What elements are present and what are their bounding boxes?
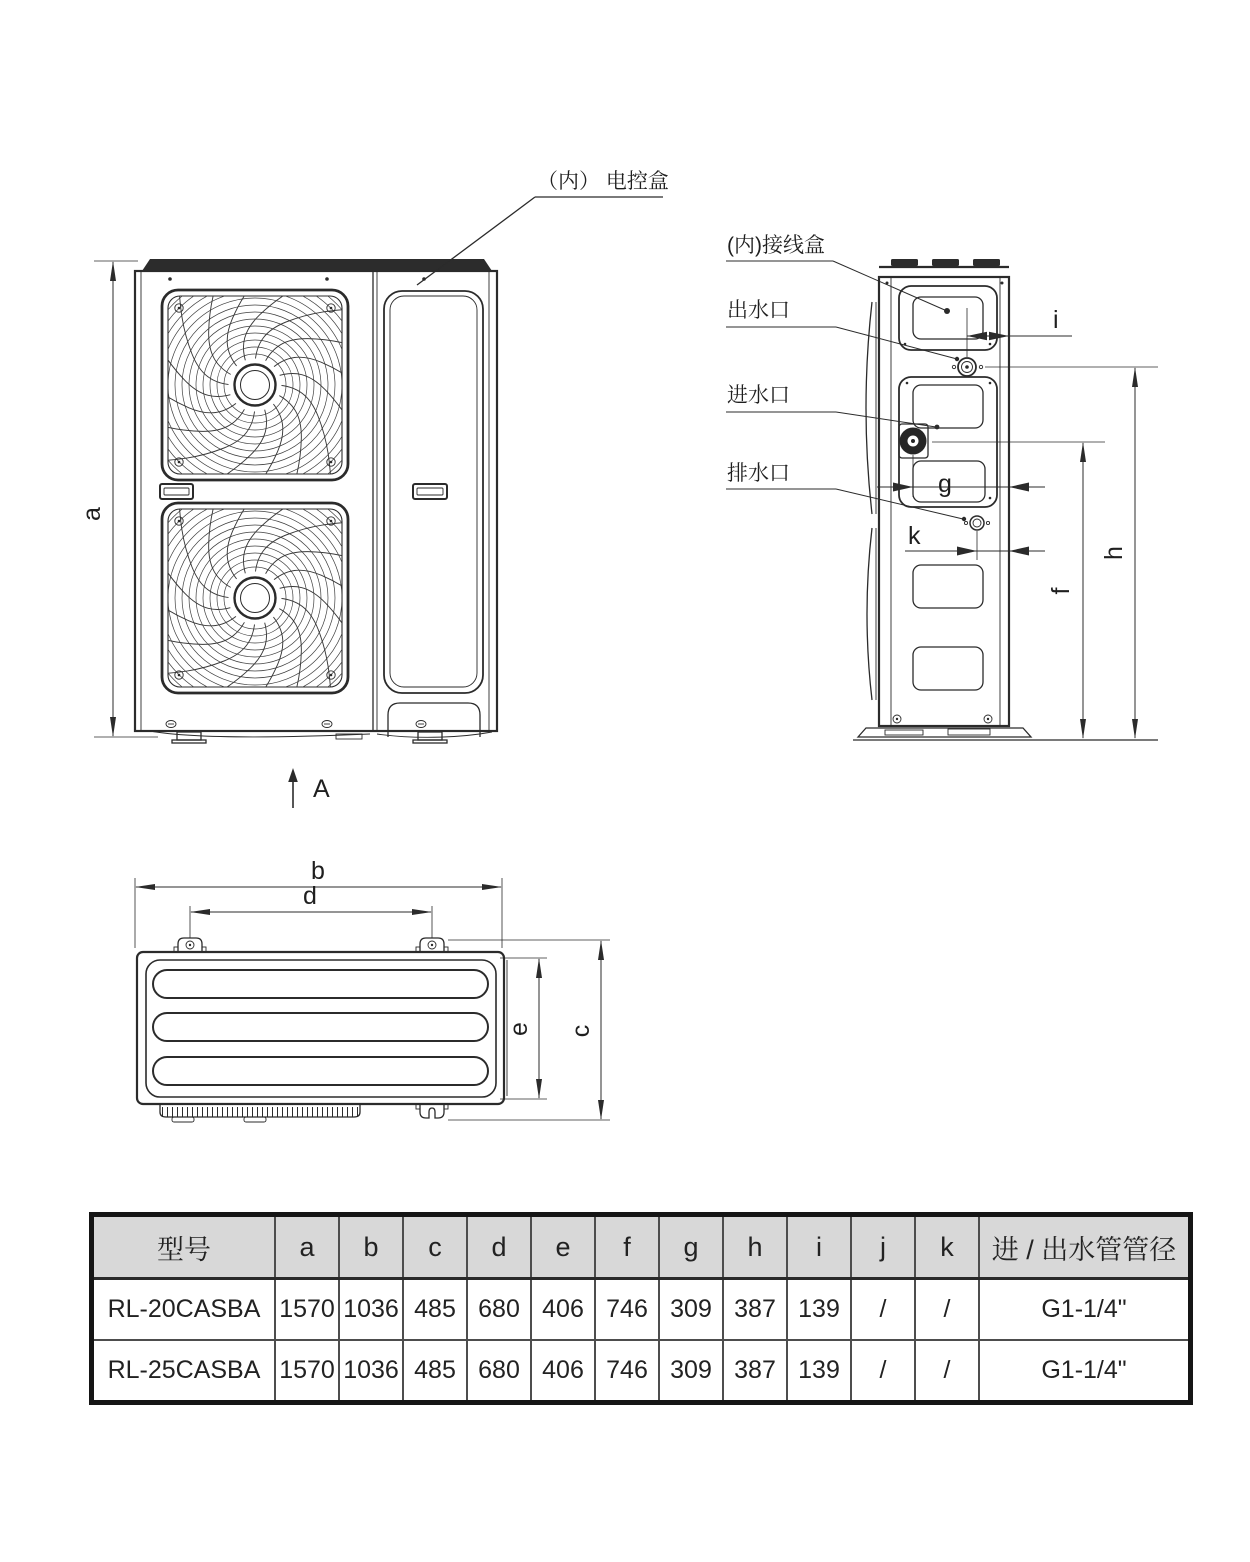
mounting-bracket (416, 938, 448, 952)
top-slot (153, 1013, 488, 1041)
cell-value: 746 (595, 1279, 659, 1341)
cell-value: 680 (467, 1279, 531, 1341)
col-header-e: e (531, 1215, 595, 1279)
badge-right (413, 484, 447, 499)
top-slot (153, 1057, 488, 1085)
dim-h-label: h (1100, 546, 1128, 560)
dim-h (985, 367, 1158, 738)
cell-value: 387 (723, 1340, 787, 1403)
col-header-h: h (723, 1215, 787, 1279)
cell-value: 1570 (275, 1340, 339, 1403)
drain-fitting (964, 516, 989, 530)
dim-k (905, 522, 1045, 560)
callout-control-box-label: （内） 电控盒 (537, 170, 669, 193)
svg-text:出水口: 出水口 (727, 299, 790, 322)
base-plate (858, 728, 1031, 737)
dim-a (78, 261, 158, 737)
water-inlet-fitting (899, 424, 928, 458)
table-row (92, 1279, 1191, 1341)
front-view (78, 170, 669, 808)
label-water-inlet (726, 384, 939, 429)
cell-pipe: G1-1/4" (979, 1279, 1191, 1341)
cell-value: 746 (595, 1340, 659, 1403)
mounting-bracket (174, 938, 206, 952)
cell-value: / (915, 1279, 979, 1341)
col-header-b: b (339, 1215, 403, 1279)
top-view (135, 857, 610, 1122)
col-header-a: a (275, 1215, 339, 1279)
cell-value: 139 (787, 1279, 851, 1341)
coil-fin-pack (866, 302, 876, 700)
cell-value: 1036 (339, 1340, 403, 1403)
col-header-i: i (787, 1215, 851, 1279)
col-header-k: k (915, 1215, 979, 1279)
badge-left (160, 484, 193, 499)
dim-k-label: k (908, 522, 921, 550)
cell-pipe: G1-1/4" (979, 1340, 1191, 1403)
spec-table (89, 1212, 1193, 1405)
cell-value: 1036 (339, 1279, 403, 1341)
water-outlet-fitting (952, 308, 982, 376)
svg-text:进水口: 进水口 (727, 384, 790, 407)
col-header-f: f (595, 1215, 659, 1279)
cell-value: 485 (403, 1340, 467, 1403)
cell-value: / (915, 1340, 979, 1403)
junction-box-panel (913, 297, 983, 339)
cell-value: 309 (659, 1340, 723, 1403)
col-header-d: d (467, 1215, 531, 1279)
cell-value: 139 (787, 1340, 851, 1403)
dim-d (190, 882, 432, 938)
cell-model: RL-20CASBA (92, 1279, 276, 1341)
fin-comb (160, 1104, 360, 1122)
top-slot (153, 970, 488, 998)
top-cap (142, 259, 492, 271)
foot (418, 732, 442, 740)
cell-value: 1570 (275, 1279, 339, 1341)
label-drain-outlet (726, 462, 966, 521)
col-header-g: g (659, 1215, 723, 1279)
svg-text:排水口: 排水口 (727, 462, 790, 485)
cell-value: / (851, 1279, 915, 1341)
view-arrow-label: A (313, 775, 330, 803)
cell-value: 406 (531, 1279, 595, 1341)
dim-a-label: a (78, 507, 106, 521)
col-header-j: j (851, 1215, 915, 1279)
dim-i-label: i (1053, 306, 1059, 334)
cell-value: 387 (723, 1279, 787, 1341)
dim-b-label: b (311, 857, 325, 885)
col-header-c: c (403, 1215, 467, 1279)
cell-value: / (851, 1340, 915, 1403)
cell-value: 485 (403, 1279, 467, 1341)
side-view (726, 234, 1158, 740)
dim-d-label: d (303, 882, 317, 910)
dim-g-label: g (938, 470, 952, 498)
spec-table-header (92, 1215, 1191, 1279)
cell-value: 406 (531, 1340, 595, 1403)
dim-f-label: f (1047, 587, 1075, 595)
mounting-bracket-bottom (416, 1104, 448, 1118)
svg-text:(内)接线盒: (内)接线盒 (727, 234, 825, 257)
label-water-outlet (726, 299, 959, 361)
col-header-model: 型号 (92, 1215, 276, 1279)
cabinet-outline (135, 271, 497, 731)
view-direction-arrow (288, 768, 330, 808)
fan-grille-bottom (119, 462, 391, 734)
dim-e-label: e (505, 1022, 533, 1036)
col-header-pipe: 进 / 出水管管径 (979, 1215, 1191, 1279)
fan-grille-top (119, 249, 391, 521)
cell-value: 680 (467, 1340, 531, 1403)
top-view-outline (137, 952, 504, 1104)
table-row (92, 1340, 1191, 1403)
dim-c-label: c (567, 1024, 595, 1038)
cell-model: RL-25CASBA (92, 1340, 276, 1403)
cell-value: 309 (659, 1279, 723, 1341)
side-service-panel (384, 291, 483, 693)
